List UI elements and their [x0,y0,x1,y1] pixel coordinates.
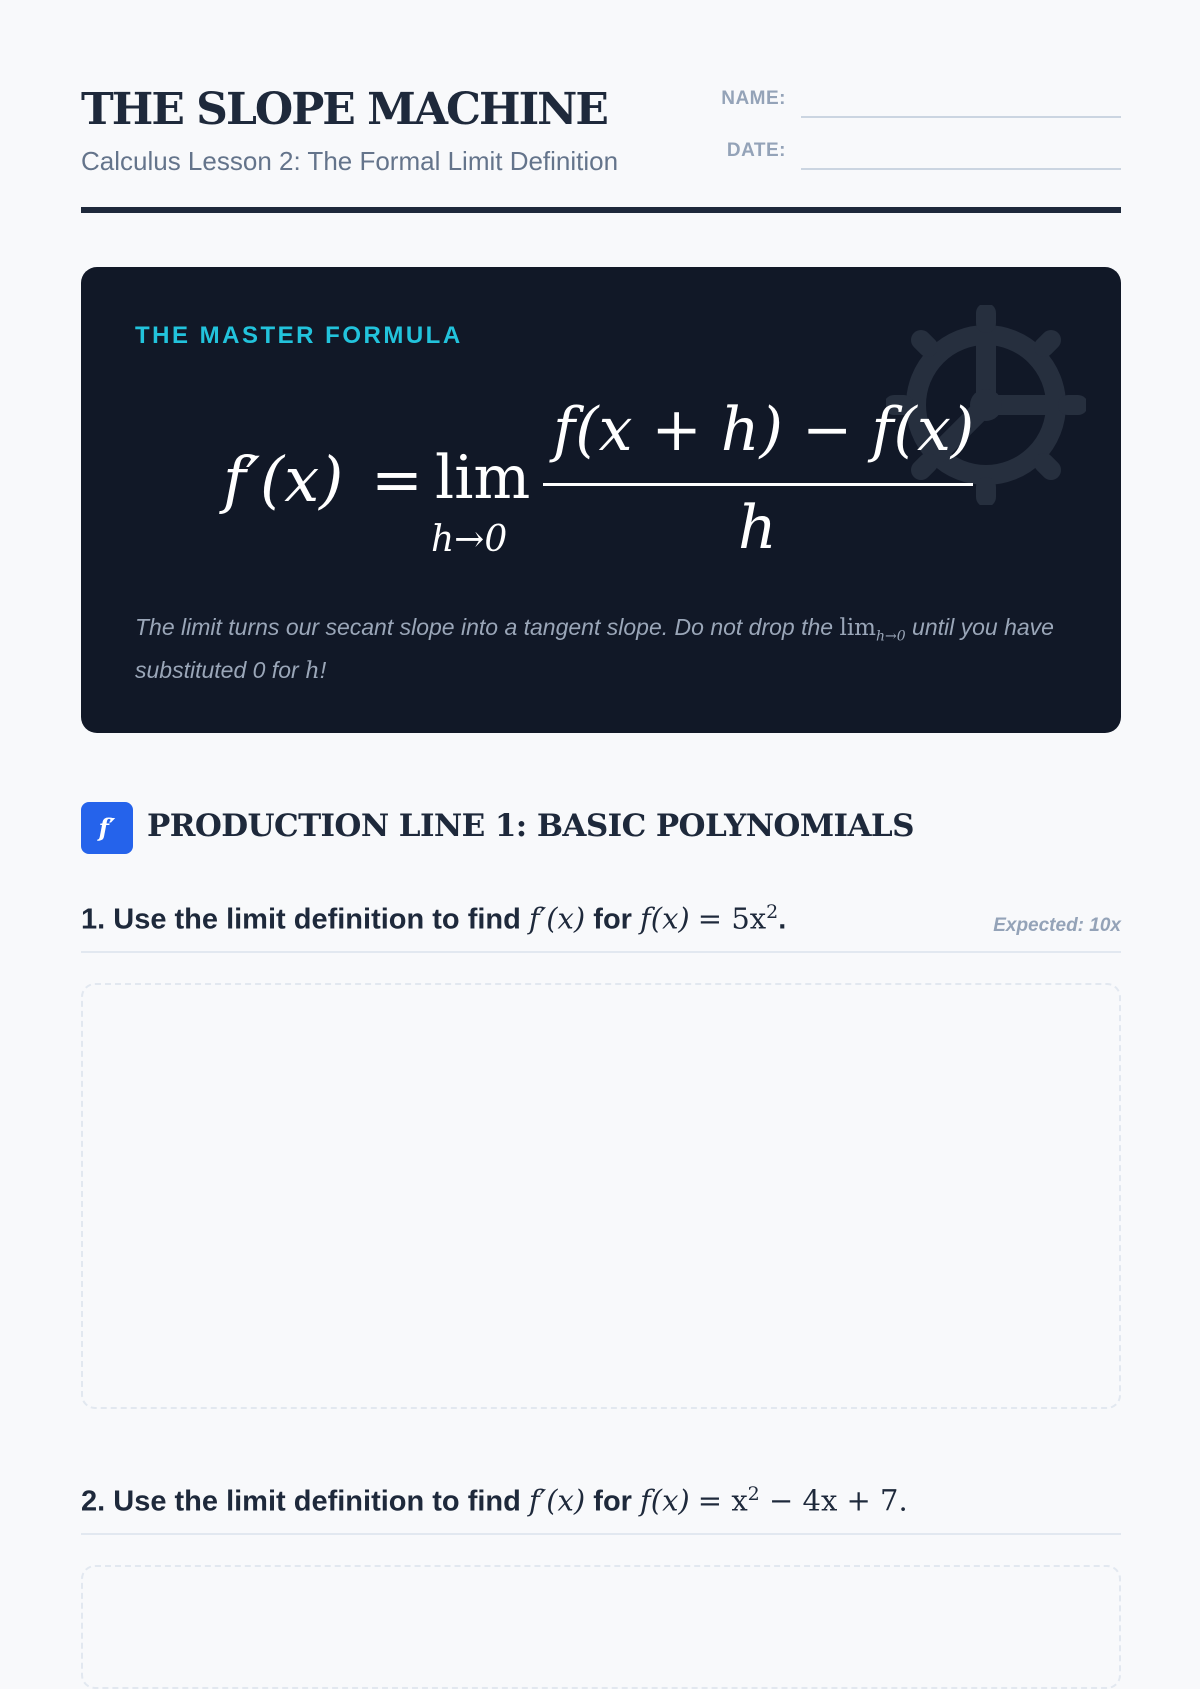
derivative-badge-icon: f′ [81,802,133,854]
worksheet-subtitle: Calculus Lesson 2: The Formal Limit Definition [81,146,619,176]
date-line[interactable] [801,168,1121,170]
formula-lhs: f′(x) [223,443,344,516]
question-2 [81,1483,1121,1543]
formula-numerator: f(x + h) − f(x) [553,395,975,465]
question-1-expected: Expected: 10x [993,915,1121,936]
question-1-prompt: 1. Use the limit definition to find f′(x) for $f(x) = 5x^2$. [81,901,787,936]
question-2-prompt: 2. Use the limit definition to find f′(x) for $f(x) = x^2 - 4x + 7$. [81,1483,908,1518]
master-formula-card [81,267,1121,733]
worksheet-title: THE SLOPE MACHINE [81,84,607,135]
header-divider [81,207,1121,213]
name-line[interactable] [801,116,1121,118]
question-2-work-area[interactable] [81,1565,1121,1689]
formula-denominator: h [738,493,777,563]
formula-fraction-bar [543,483,973,486]
question-2-divider [81,1533,1121,1535]
note-lim: lim [839,615,876,641]
worksheet-page [81,0,1121,1518]
section-title: PRODUCTION LINE 1: BASIC POLYNOMIALS [147,808,914,844]
formula-equals: = [371,443,423,516]
date-field[interactable] [718,140,1121,170]
name-label: NAME: [721,88,786,109]
formula-note: The limit turns our secant slope into a tangent slope. Do not drop the $\lim_{h\to 0}$ until you have substituted 0 for h! [135,614,1054,684]
worksheet-header [81,0,1121,216]
question-1 [81,901,1121,961]
question-1-work-area[interactable] [81,983,1121,1409]
name-field[interactable] [718,88,1121,118]
formula-lim: lim [435,443,531,513]
note-lim-subscript: h→0 [876,628,906,645]
formula-lim-subscript: h→0 [431,519,508,560]
section-production-line-1 [81,802,1121,854]
date-label: DATE: [726,140,786,161]
formula-card-heading: THE MASTER FORMULA [135,322,463,349]
question-1-divider [81,951,1121,953]
limit-definition-formula [223,395,1023,563]
